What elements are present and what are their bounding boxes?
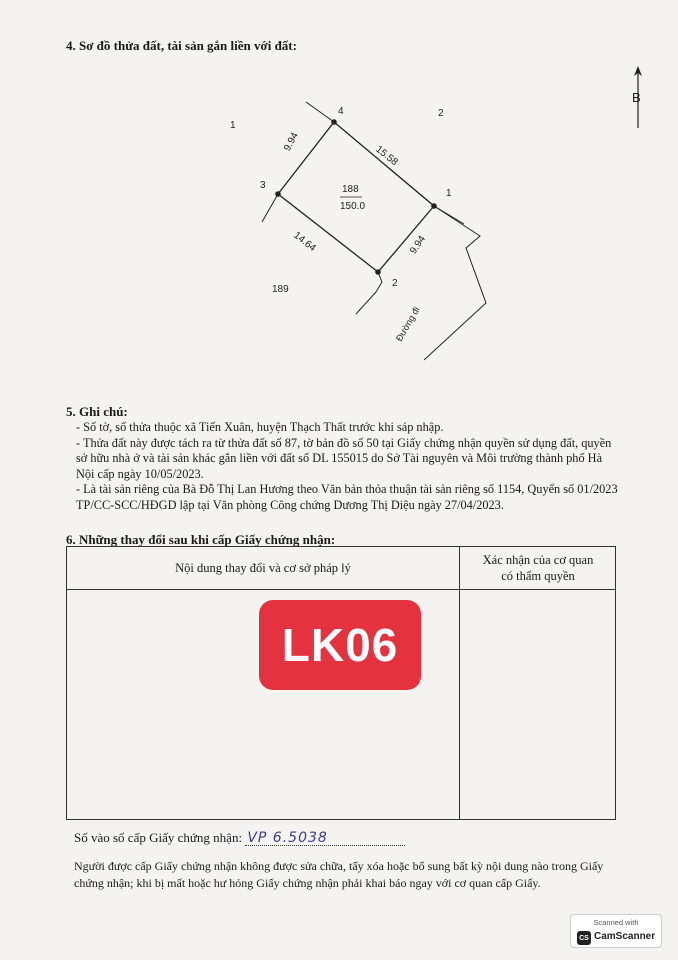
vertex-label-2: 2	[392, 278, 398, 289]
registration-number: VP 6.5038	[247, 830, 328, 846]
lot-badge: LK06	[259, 600, 421, 690]
camscanner-watermark	[570, 914, 662, 948]
camscanner-caption: Scanned with	[593, 918, 639, 927]
section-4-title: 4. Sơ đồ thửa đất, tài sản gắn liền với đất:	[66, 38, 297, 53]
edge-length-1-2: 9.94	[408, 233, 429, 257]
road-label: Đường đi	[394, 305, 422, 343]
camscanner-brand: CamScanner	[594, 931, 656, 942]
edge-length-3-4: 9.94	[282, 130, 301, 154]
camscanner-logo-icon: CS	[577, 931, 591, 945]
north-arrow	[628, 64, 648, 130]
note-item: - Là tài sản riêng của Bà Đỗ Thị Lan Hương theo Văn bản thỏa thuận tài sản riêng số 1154, Quyển số 01/2023 TP/CC-SCC/HĐGD lập tại Văn phòng Công chứng Dương Thị Diệu ngày 27/04/2023.	[76, 482, 618, 512]
road-edge-left	[356, 272, 382, 314]
neighbor-parcel-2: 2	[438, 108, 444, 119]
registration-line	[74, 830, 405, 846]
column-header-content: Nội dung thay đổi và cơ sở pháp lý	[175, 561, 351, 575]
edge-length-4-1: 15.58	[373, 144, 400, 169]
neighbor-parcel-1: 1	[230, 120, 236, 131]
section-5-title: 5. Ghi chú:	[66, 404, 128, 419]
north-label: B	[632, 90, 641, 105]
parcel-area: 150.0	[340, 201, 366, 212]
vertex-2	[375, 269, 381, 275]
note-item: - Số tờ, số thửa thuộc xã Tiến Xuân, huyện Thạch Thất trước khi sáp nhập.	[76, 420, 444, 434]
vertex-label-1: 1	[446, 188, 452, 199]
vertex-3	[275, 191, 281, 197]
note-item: - Thửa đất này được tách ra từ thửa đất số 87, tờ bản đồ số 50 tại Giấy chứng nhận quyền sử dụng đất, quyền sở hữu nhà ở và tài sản khác gắn liền với đất số DL 155015 do Sở Tài nguyên và Môi trường thành phố Hà Nội cấp ngày 10/05/2023.	[76, 435, 612, 481]
edge-length-2-3: 14.64	[291, 230, 318, 255]
notes	[76, 420, 621, 514]
footer-note: Người được cấp Giấy chứng nhận không được sửa chữa, tẩy xóa hoặc bổ sung bất kỳ nội dung nào trong Giấy chứng nhận; khi bị mất hoặc hư hỏng Giấy chứng nhận phải khai báo ngay với cơ quan cấp Giấy.	[74, 859, 604, 890]
vertex-label-4: 4	[338, 106, 344, 117]
vertex-4	[331, 119, 337, 125]
parcel-map	[180, 88, 500, 378]
parcel-diagram	[180, 88, 500, 378]
registration-label: Số vào sổ cấp Giấy chứng nhận:	[74, 830, 243, 845]
road-edge-right	[424, 206, 486, 360]
neighbor-parcel-189: 189	[272, 284, 289, 295]
vertex-label-3: 3	[260, 180, 266, 191]
parcel-number: 188	[342, 184, 359, 195]
column-header-authority: Xác nhận của cơ quan có thẩm quyền	[482, 553, 594, 583]
section-6-title: 6. Những thay đổi sau khi cấp Giấy chứng nhận:	[66, 532, 336, 547]
vertex-1	[431, 203, 437, 209]
